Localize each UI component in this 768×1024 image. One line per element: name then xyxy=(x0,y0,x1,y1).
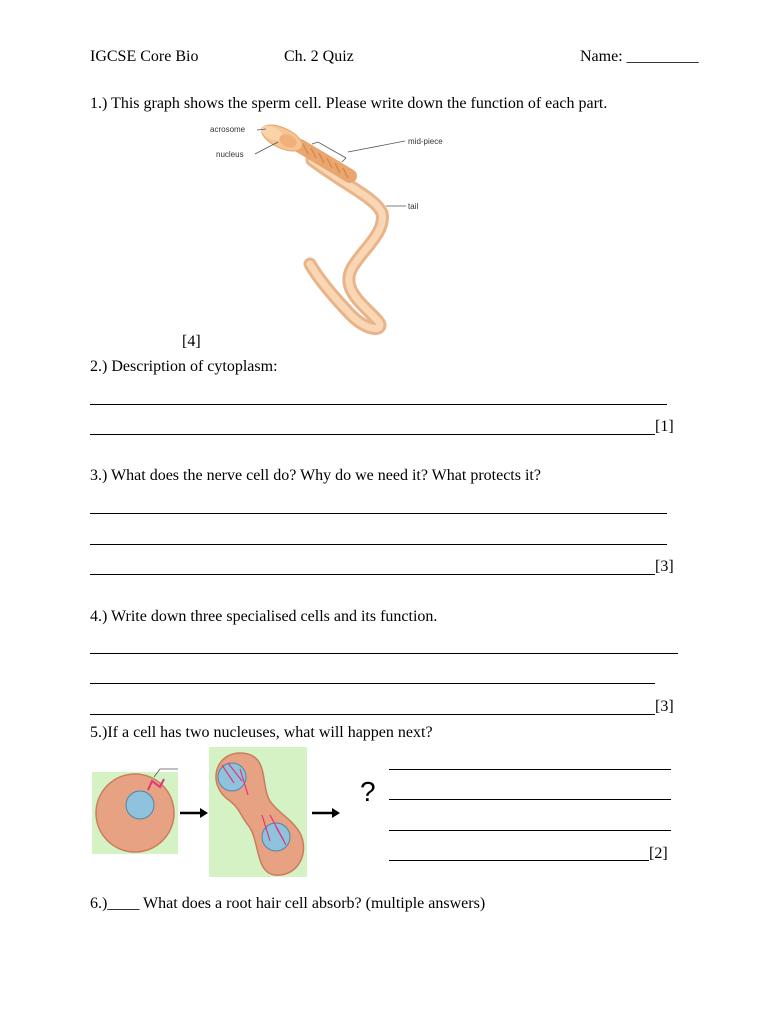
dividing-cell-image xyxy=(209,747,307,877)
answer-line[interactable] xyxy=(90,714,655,715)
answer-line[interactable] xyxy=(90,513,667,514)
question-mark-text: ? xyxy=(360,776,376,807)
quiz-title: Ch. 2 Quiz xyxy=(284,48,354,65)
question-3: 3.) What does the nerve cell do? Why do we need it? What protects it? xyxy=(90,467,541,484)
q4-marks: [3] xyxy=(655,698,674,715)
answer-line[interactable] xyxy=(90,683,655,684)
answer-line[interactable] xyxy=(90,574,655,575)
answer-line[interactable] xyxy=(389,799,671,800)
label-mid-piece: mid-piece xyxy=(408,137,443,146)
answer-line[interactable] xyxy=(389,769,671,770)
answer-line[interactable] xyxy=(90,653,678,654)
answer-line[interactable] xyxy=(389,860,649,861)
q2-marks: [1] xyxy=(655,418,674,435)
label-tail: tail xyxy=(408,202,419,211)
q5-marks: [2] xyxy=(649,845,668,862)
label-acrosome: acrosome xyxy=(210,125,246,134)
question-1: 1.) This graph shows the sperm cell. Please write down the function of each part. xyxy=(90,95,608,112)
answer-line[interactable] xyxy=(389,830,671,831)
q3-marks: [3] xyxy=(655,558,674,575)
q1-marks: [4] xyxy=(182,333,201,350)
cell-division-diagram xyxy=(90,745,390,885)
answer-line[interactable] xyxy=(90,434,655,435)
question-4: 4.) Write down three specialised cells and its function. xyxy=(90,608,438,625)
question-6: 6.)____ What does a root hair cell absorb? (multiple answers) xyxy=(90,895,486,912)
course-title: IGCSE Core Bio xyxy=(90,48,199,65)
question-5: 5.)If a cell has two nucleuses, what will happen next? xyxy=(90,724,433,741)
single-cell-image xyxy=(92,769,178,854)
arrow-right-icon xyxy=(312,808,340,818)
answer-line[interactable] xyxy=(90,404,667,405)
arrow-right-icon xyxy=(180,808,208,818)
name-field[interactable]: Name: _________ xyxy=(580,48,699,65)
question-2: 2.) Description of cytoplasm: xyxy=(90,358,278,375)
sperm-cell-diagram xyxy=(200,118,460,338)
answer-line[interactable] xyxy=(90,544,667,545)
label-nucleus: nucleus xyxy=(216,150,244,159)
